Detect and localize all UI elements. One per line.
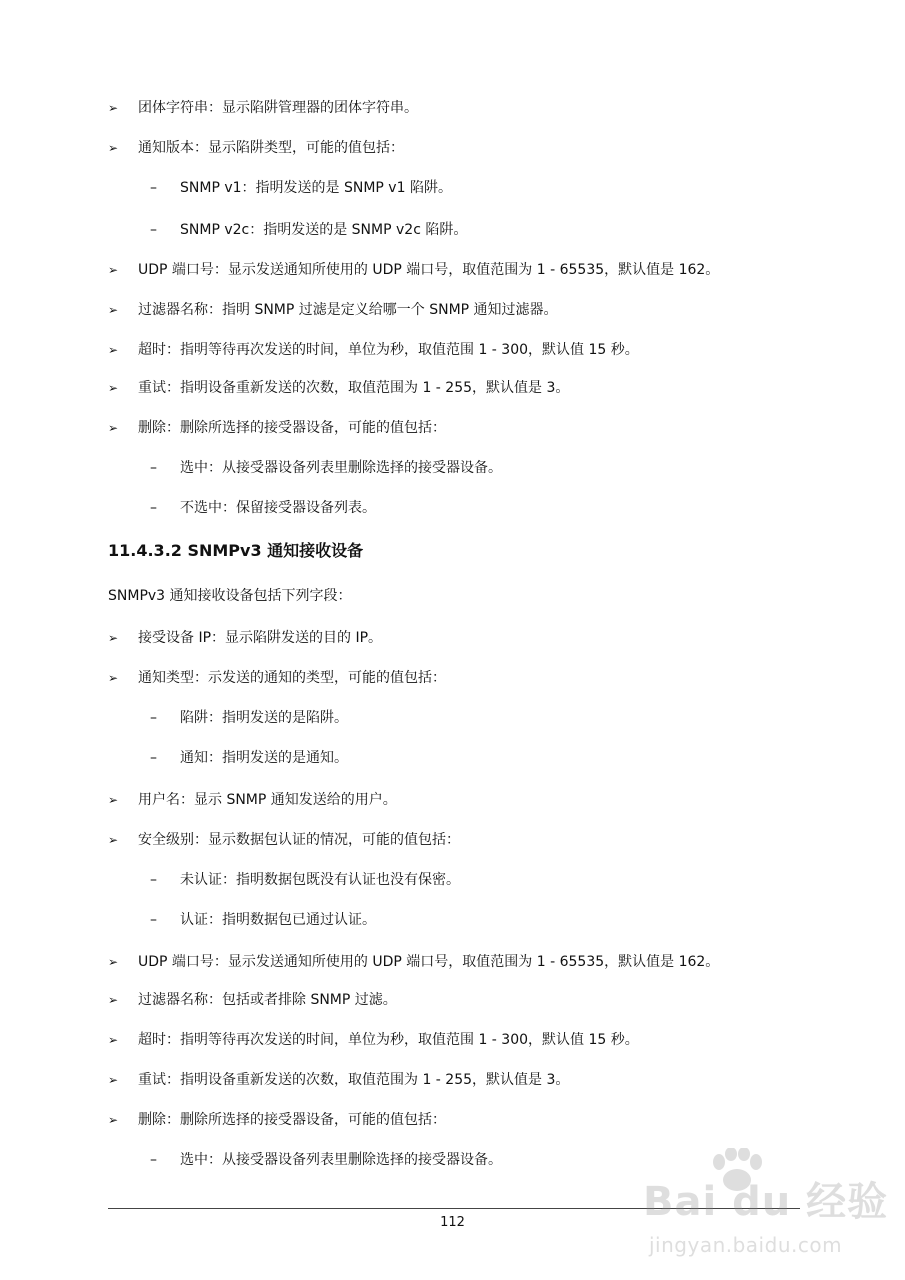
bullet-text: 用户名：显示 SNMP 通知发送给的用户。 <box>138 792 397 808</box>
bullet-text: 通知版本：显示陷阱类型，可能的值包括： <box>138 140 404 156</box>
subitem-text: 选中：从接受器设备列表里删除选择的接受器设备。 <box>180 1152 502 1168</box>
dash-bullet-icon: – <box>150 1152 157 1168</box>
subitem-text: SNMP v1：指明发送的是 SNMP v1 陷阱。 <box>180 180 452 196</box>
subitem-text: 陷阱：指明发送的是陷阱。 <box>180 710 348 726</box>
arrow-bullet-icon: ➢ <box>108 381 119 395</box>
dash-bullet-icon: – <box>150 180 157 196</box>
bullet-text: 接受设备 IP：显示陷阱发送的目的 IP。 <box>138 630 383 646</box>
arrow-bullet-icon: ➢ <box>108 1033 119 1047</box>
page-number: 112 <box>440 1215 465 1230</box>
arrow-bullet-icon: ➢ <box>108 833 119 847</box>
subitem-text: 认证：指明数据包已通过认证。 <box>180 912 376 928</box>
arrow-bullet-icon: ➢ <box>108 101 119 115</box>
dash-bullet-icon: – <box>150 710 157 726</box>
bullet-text: 安全级别：显示数据包认证的情况，可能的值包括： <box>138 832 460 848</box>
bullet-text: 团体字符串：显示陷阱管理器的团体字符串。 <box>138 100 418 116</box>
bullet-text: 超时：指明等待再次发送的时间，单位为秒，取值范围 1 - 300，默认值 15 秒。 <box>138 1032 639 1048</box>
arrow-bullet-icon: ➢ <box>108 343 119 357</box>
dash-bullet-icon: – <box>150 750 157 766</box>
arrow-bullet-icon: ➢ <box>108 793 119 807</box>
bullet-text: 过滤器名称：包括或者排除 SNMP 过滤。 <box>138 992 397 1008</box>
bullet-text: UDP 端口号：显示发送通知所使用的 UDP 端口号，取值范围为 1 - 65535，默认值是 162。 <box>138 262 720 278</box>
bullet-text: UDP 端口号：显示发送通知所使用的 UDP 端口号，取值范围为 1 - 65535，默认值是 162。 <box>138 954 720 970</box>
bullet-text: 重试：指明设备重新发送的次数，取值范围为 1 - 255，默认值是 3。 <box>138 1072 570 1088</box>
subitem-text: 选中：从接受器设备列表里删除选择的接受器设备。 <box>180 460 502 476</box>
subitem-text: 未认证：指明数据包既没有认证也没有保密。 <box>180 872 460 888</box>
arrow-bullet-icon: ➢ <box>108 1113 119 1127</box>
dash-bullet-icon: – <box>150 872 157 888</box>
arrow-bullet-icon: ➢ <box>108 993 119 1007</box>
section-heading: 11.4.3.2 SNMPv3 通知接收设备 <box>108 541 364 560</box>
dash-bullet-icon: – <box>150 460 157 476</box>
bullet-text: 通知类型：示发送的通知的类型，可能的值包括： <box>138 670 446 686</box>
section-intro: SNMPv3 通知接收设备包括下列字段： <box>108 588 352 604</box>
bullet-text: 重试：指明设备重新发送的次数，取值范围为 1 - 255，默认值是 3。 <box>138 380 570 396</box>
arrow-bullet-icon: ➢ <box>108 303 119 317</box>
arrow-bullet-icon: ➢ <box>108 955 119 969</box>
watermark-brand: Bai du 经验 <box>643 1179 889 1225</box>
bullet-text: 删除：删除所选择的接受器设备，可能的值包括： <box>138 420 446 436</box>
bullet-text: 删除：删除所选择的接受器设备，可能的值包括： <box>138 1112 446 1128</box>
dash-bullet-icon: – <box>150 912 157 928</box>
arrow-bullet-icon: ➢ <box>108 263 119 277</box>
subitem-text: 通知：指明发送的是通知。 <box>180 750 348 766</box>
arrow-bullet-icon: ➢ <box>108 671 119 685</box>
bullet-text: 过滤器名称：指明 SNMP 过滤是定义给哪一个 SNMP 通知过滤器。 <box>138 302 558 318</box>
subitem-text: 不选中：保留接受器设备列表。 <box>180 500 376 516</box>
arrow-bullet-icon: ➢ <box>108 421 119 435</box>
bullet-text: 超时：指明等待再次发送的时间，单位为秒，取值范围 1 - 300，默认值 15 秒。 <box>138 342 639 358</box>
watermark-url: jingyan.baidu.com <box>649 1233 843 1257</box>
arrow-bullet-icon: ➢ <box>108 1073 119 1087</box>
dash-bullet-icon: – <box>150 222 157 238</box>
arrow-bullet-icon: ➢ <box>108 141 119 155</box>
arrow-bullet-icon: ➢ <box>108 631 119 645</box>
baidu-watermark <box>643 1148 889 1268</box>
subitem-text: SNMP v2c：指明发送的是 SNMP v2c 陷阱。 <box>180 222 468 238</box>
dash-bullet-icon: – <box>150 500 157 516</box>
